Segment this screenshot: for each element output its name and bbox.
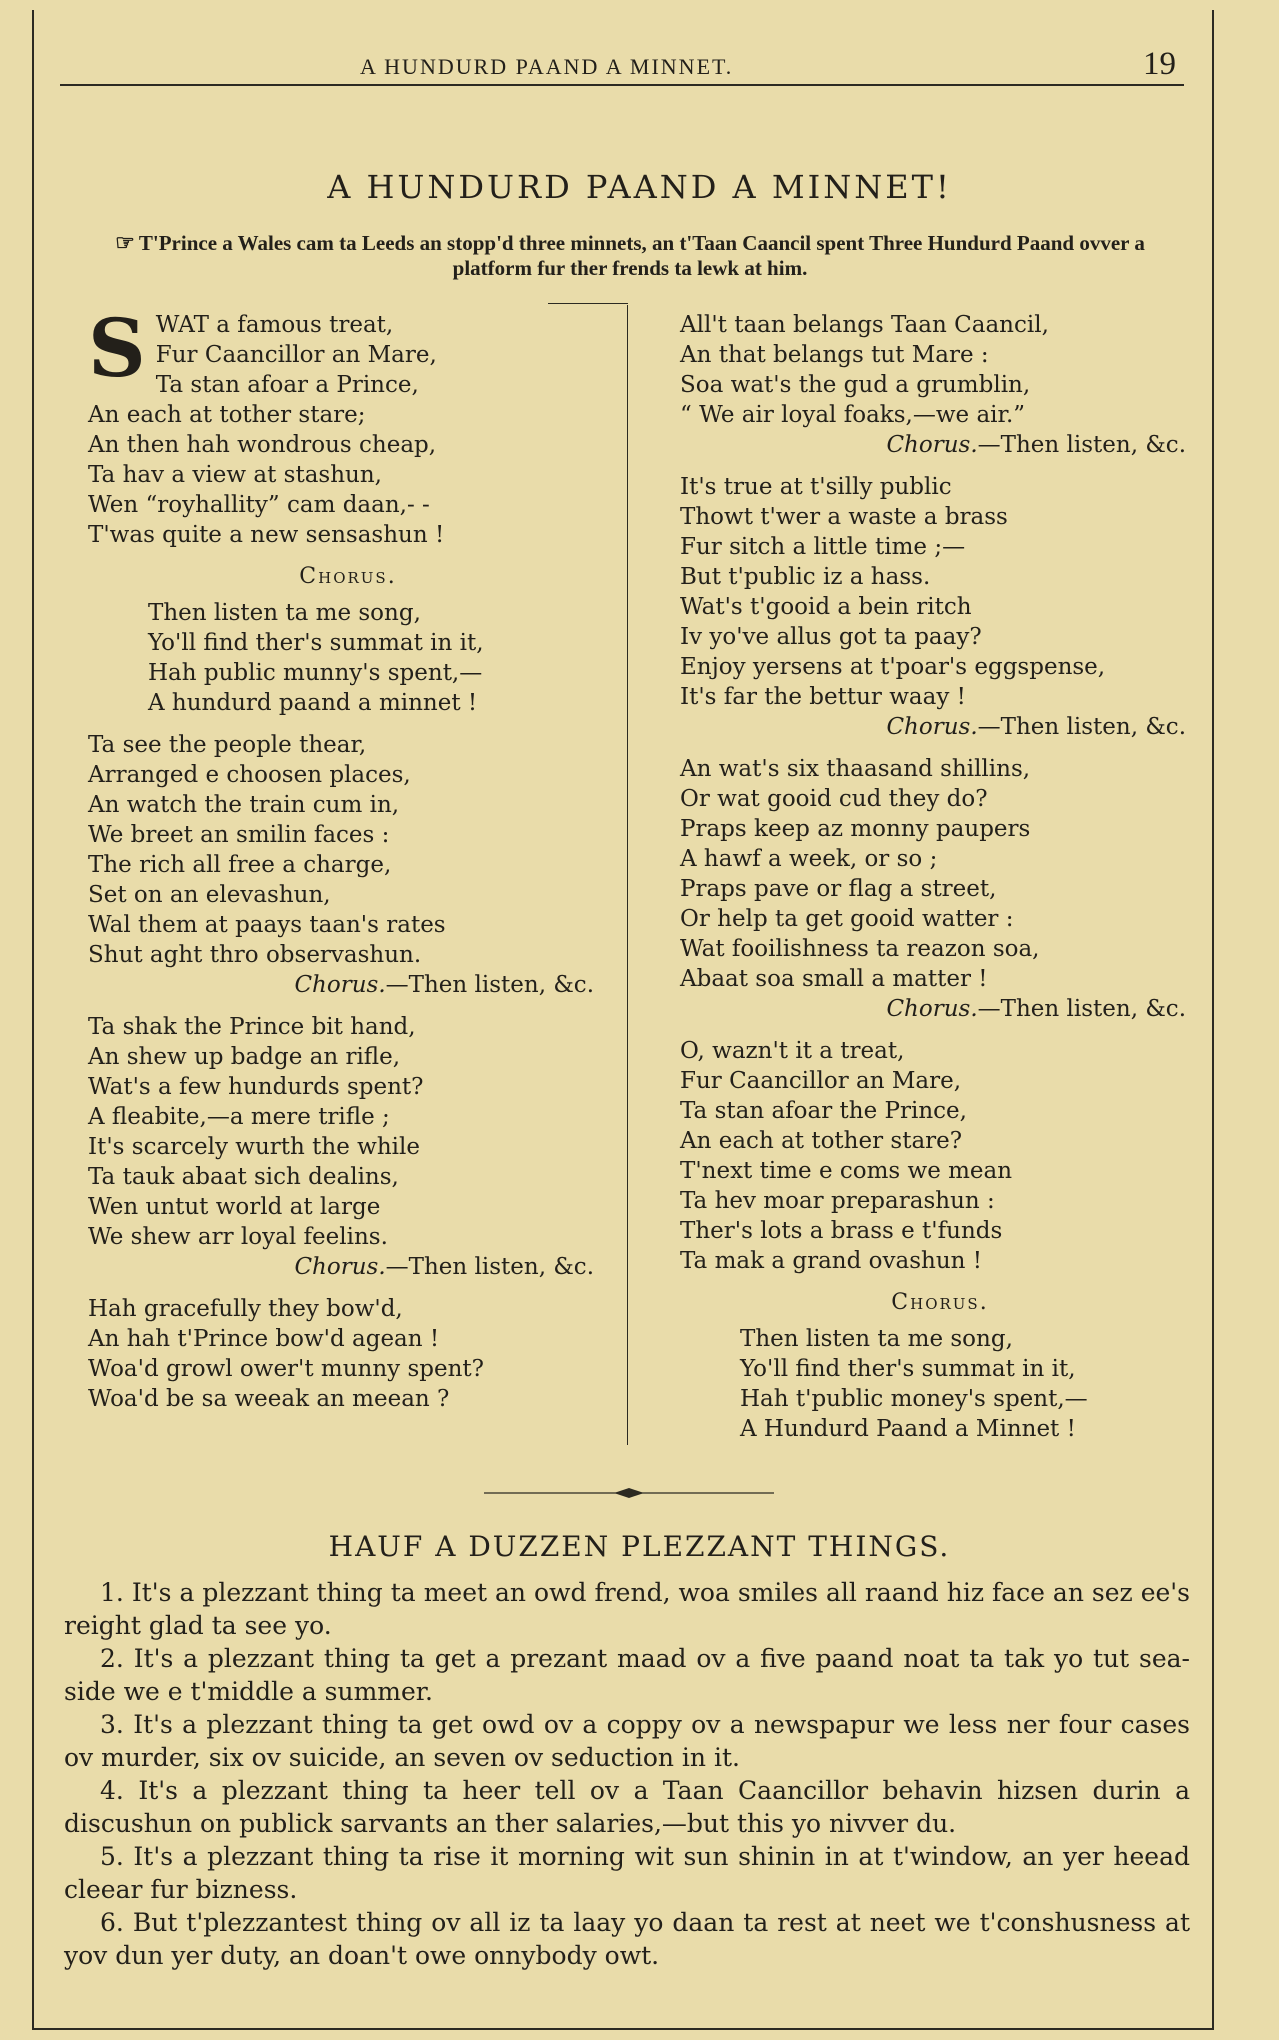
verse-line: A hawf a week, or so ; [680,846,938,872]
stanza-2 [88,730,608,1000]
poem-intro [80,230,1180,281]
list-item: 3. It's a plezzant thing ta get owd ov a coppy ov a newspapur we less ner four cases ov murder, six ov suicide, an seven ov seduction in it. [64,1710,1190,1772]
verse-line: We shew arr loyal feelins. [88,1224,388,1250]
chorus-ref-text: —Then listen, &c. [977,432,1186,458]
verse-line: Ta stan afoar a Prince, [155,372,419,398]
chorus-label: Chorus. [299,564,397,589]
verse-line: We breet an smilin faces : [88,822,390,848]
poem-left-column [88,301,608,1426]
verse-line: O, wazn't it a treat, [680,1038,905,1064]
drop-cap: S [88,301,146,395]
verse-line: A fleabite,—a mere trifle ; [88,1104,390,1130]
verse-line: Ta mak a grand ovashun ! [680,1248,982,1274]
ornament-rule [484,1488,774,1498]
verse-line: Ta shak the Prince bit hand, [88,1014,416,1040]
chorus [680,1324,1200,1444]
verse-line: Ta see the people thear, [88,732,367,758]
section-title: HAUF A DUZZEN PLEZZANT THINGS. [328,1530,951,1563]
chorus-ref [680,430,1200,460]
stanza-3 [88,1012,608,1282]
verse-line: Arranged e choosen places, [88,762,411,788]
stanza-5 [680,310,1200,460]
verse-line: Soa wat's the gud a grumblin, [680,372,1031,398]
verse-line: Wat's t'gooid a bein ritch [680,594,972,620]
page-number: 19 [1143,46,1176,82]
stanza-8 [680,1036,1200,1276]
verse-line: Then listen ta me song, [148,600,421,626]
verse-line: Ta hav a view at stashun, [88,462,382,488]
verse-line: Fur sitch a little time ;— [680,534,966,560]
chorus [88,598,608,718]
stanza-1 [88,301,608,550]
verse-line: Yo'll find ther's summat in it, [740,1356,1076,1382]
chorus-ref [88,1252,608,1282]
verse-line: WAT a famous treat, [155,312,394,338]
list-item: 5. It's a plezzant thing ta rise it morning wit sun shinin in at t'window, an yer heead cleear fur bizness. [64,1842,1190,1904]
verse-line: Wat fooilishness ta reazon soa, [680,936,1040,962]
verse-line: Woa'd growl ower't munny spent? [88,1356,485,1382]
verse-line: Or help ta get gooid watter : [680,906,1014,932]
running-title: A HUNDURD PAAND A MINNET. [360,54,734,79]
verse-line: Ther's lots a brass e t'funds [680,1218,1003,1244]
verse-line: Wen “royhallity” cam daan,- - [88,492,430,518]
verse-line: An then hah wondrous cheap, [88,432,437,458]
verse-line: Praps keep az monny paupers [680,816,1031,842]
verse-line: Shut aght thro observashun. [88,942,422,968]
verse-line: Hah gracefully they bow'd, [88,1296,403,1322]
chorus-ref-label: Chorus. [886,714,978,740]
list-item: 2. It's a plezzant thing ta get a prezant maad ov a five paand noat ta tak yo tut sea-side we e t'middle a summer. [64,1644,1190,1706]
verse-line: It's far the bettur waay ! [680,684,966,710]
chorus-ref-text: —Then listen, &c. [385,972,594,998]
verse-line: A Hundurd Paand a Minnet ! [740,1416,1076,1442]
verse-line: An hah t'Prince bow'd agean ! [88,1326,440,1352]
verse-line: Then listen ta me song, [740,1326,1013,1352]
verse-line: Fur Caancillor an Mare, [680,1068,962,1094]
list-item: 4. It's a plezzant thing ta heer tell ov a Taan Caancillor behavin hizsen durin a discushun on publick sarvants an ther salaries,—but this yo nivver du. [64,1776,1190,1838]
chorus-ref [88,970,608,1000]
chorus-ref-label: Chorus. [294,1254,386,1280]
verse-line: Wal them at paays taan's rates [88,912,446,938]
verse-line: Wat's a few hundurds spent? [88,1074,424,1100]
plezzant-things-list [64,1576,1190,1972]
poem-title: A HUNDURD PAAND A MINNET! [327,168,952,206]
verse-line: “ We air loyal foaks,—we air.” [680,402,1026,428]
verse-line: A hundurd paand a minnet ! [148,690,478,716]
list-item: 1. It's a plezzant thing ta meet an owd frend, woa smiles all raand hiz face an sez ee's reight glad ta see yo. [64,1578,1190,1640]
chorus-ref-text: —Then listen, &c. [977,714,1186,740]
verse-line: Set on an elevashun, [88,882,331,908]
verse-line: Yo'll find ther's summat in it, [148,630,484,656]
pointing-hand-icon: ☞ [115,230,135,255]
poem-right-column [680,310,1200,1456]
verse-line: Abaat soa small a matter ! [680,966,988,992]
verse-line: T'was quite a new sensashun ! [88,522,445,548]
column-divider [627,305,628,1445]
verse-line: Or wat gooid cud they do? [680,786,988,812]
running-head [60,44,1184,86]
chorus-ref [680,994,1200,1024]
chorus-ref-label: Chorus. [886,996,978,1022]
verse-line: All't taan belangs Taan Caancil, [680,312,1049,338]
verse-line: Fur Caancillor an Mare, [155,342,437,368]
chorus-ref [680,712,1200,742]
stanza-6 [680,472,1200,742]
short-rule [548,303,628,304]
verse-line: An watch the train cum in, [88,792,400,818]
verse-line: But t'public iz a hass. [680,564,931,590]
chorus-ref-label: Chorus. [886,432,978,458]
verse-line: An shew up badge an rifle, [88,1044,401,1070]
verse-line: An that belangs tut Mare : [680,342,989,368]
verse-line: T'next time e coms we mean [680,1158,1013,1184]
stanza-4 [88,1294,608,1414]
chorus-ref-label: Chorus. [294,972,386,998]
verse-line: It's true at t'silly public [680,474,952,500]
verse-line: An each at tother stare; [88,402,366,428]
verse-line: Ta hev moar preparashun : [680,1188,995,1214]
verse-line: Iv yo've allus got ta paay? [680,624,982,650]
chorus-ref-text: —Then listen, &c. [385,1254,594,1280]
chorus-label: Chorus. [891,1290,989,1315]
intro-text: T'Prince a Wales cam ta Leeds an stopp'd three minnets, an t'Taan Caancil spent Three Hundurd Paand ovver a platform fur ther frends ta lewk at him. [138,231,1145,280]
verse-line: Praps pave or flag a street, [680,876,997,902]
list-item: 6. But t'plezzantest thing ov all iz ta laay yo daan ta rest at neet we t'conshusness at yov dun yer duty, an doan't owe onnybody owt. [64,1908,1190,1970]
verse-line: Wen untut world at large [88,1194,381,1220]
verse-line: It's scarcely wurth the while [88,1134,420,1160]
verse-line: Enjoy yersens at t'poar's eggspense, [680,654,1106,680]
verse-line: The rich all free a charge, [88,852,392,878]
verse-line: Thowt t'wer a waste a brass [680,504,1008,530]
verse-line: Ta tauk abaat sich dealins, [88,1164,399,1190]
chorus-ref-text: —Then listen, &c. [977,996,1186,1022]
verse-line: Hah public munny's spent,— [148,660,483,686]
verse-line: Hah t'public money's spent,— [740,1386,1088,1412]
verse-line: An each at tother stare? [680,1128,963,1154]
verse-line: An wat's six thaasand shillins, [680,756,1031,782]
verse-line: Ta stan afoar the Prince, [680,1098,967,1124]
verse-line: Woa'd be sa weeak an meean ? [88,1386,450,1412]
stanza-7 [680,754,1200,1024]
